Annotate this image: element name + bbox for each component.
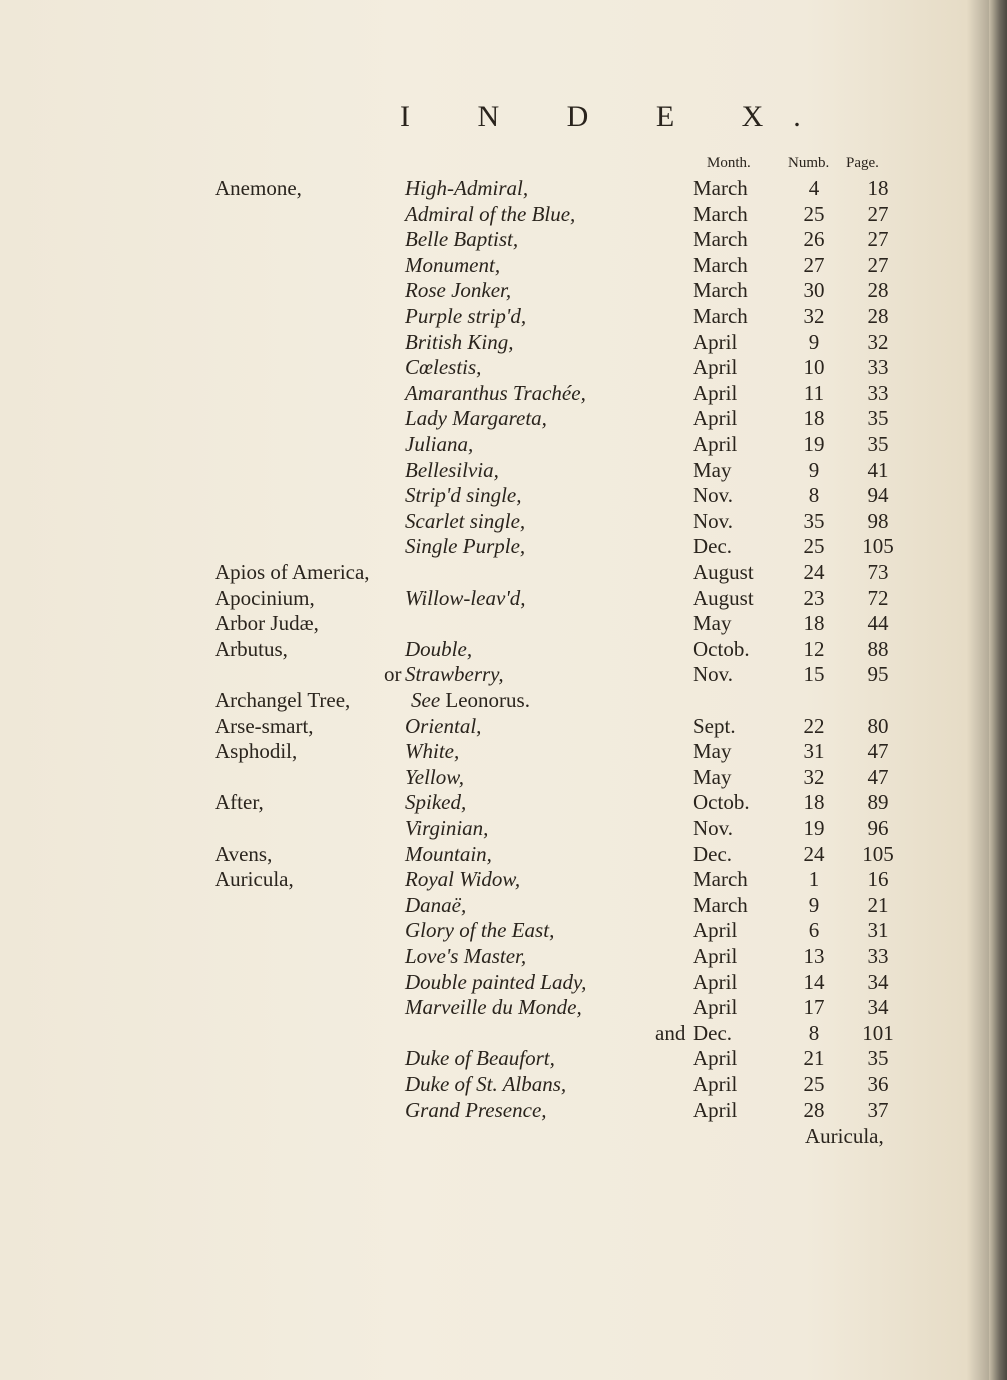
page-cell: 33 — [867, 380, 889, 405]
index-row — [0, 1021, 1007, 1047]
variety-name: Juliana, — [405, 432, 474, 456]
month-cell: May — [693, 764, 732, 789]
number-cell: 12 — [803, 636, 825, 661]
page-cell: 47 — [867, 739, 889, 764]
month-cell: March — [693, 278, 748, 303]
index-row — [0, 714, 1007, 740]
variety-name: High-Admiral, — [405, 176, 529, 200]
variety-name: Scarlet single, — [405, 508, 526, 533]
index-row — [0, 765, 1007, 791]
month-cell: August — [693, 585, 754, 610]
page-cell: 98 — [867, 508, 889, 533]
page-cell: 44 — [867, 611, 889, 636]
month-cell: March — [693, 304, 748, 328]
page-cell: 35 — [867, 432, 889, 456]
number-cell: 8 — [808, 483, 820, 508]
month-cell: Octob. — [693, 636, 750, 661]
number-cell: 11 — [803, 380, 825, 405]
month-cell: April — [693, 995, 738, 1020]
index-row — [0, 1046, 1007, 1072]
number-cell: 13 — [803, 944, 825, 968]
variety-name: Duke of Beaufort, — [405, 1046, 555, 1071]
page-cell: 95 — [867, 662, 889, 687]
page-cell: 27 — [867, 227, 889, 252]
variety-name: Lady Margareta, — [405, 406, 547, 431]
page-cell: 28 — [867, 278, 889, 303]
column-header-month: Month. — [707, 155, 751, 171]
index-row — [0, 406, 1007, 432]
month-cell: Nov. — [693, 508, 734, 533]
index-row — [0, 176, 1007, 202]
number-cell: 17 — [803, 995, 825, 1020]
number-cell: 6 — [808, 918, 820, 943]
month-cell: April — [693, 944, 738, 968]
month-cell: March — [693, 201, 748, 226]
index-row — [0, 458, 1007, 484]
variety-name: Rose Jonker, — [405, 278, 512, 303]
month-cell: Octob. — [693, 790, 750, 815]
variety-name: Virginian, — [405, 816, 489, 840]
see-label: See — [411, 688, 441, 712]
page-cell: 41 — [867, 457, 889, 482]
index-row — [0, 995, 1007, 1021]
month-cell: April — [693, 1046, 738, 1071]
month-cell: March — [693, 227, 748, 252]
number-cell: 18 — [803, 406, 825, 431]
index-row — [0, 688, 1007, 714]
page-cell: 27 — [867, 252, 889, 277]
variety-name: Strip'd single, — [405, 483, 522, 508]
page-cell: 47 — [867, 764, 889, 789]
month-cell: March — [693, 867, 748, 892]
number-cell: 9 — [808, 892, 820, 917]
number-cell: 22 — [803, 713, 825, 738]
genus-name: Apios of America, — [215, 560, 370, 584]
variety-name: Bellesilvia, — [405, 457, 499, 482]
index-row — [0, 253, 1007, 279]
month-cell: March — [693, 176, 748, 200]
month-cell: April — [693, 918, 738, 943]
number-cell: 14 — [803, 969, 825, 994]
number-cell: 21 — [803, 1046, 825, 1071]
variety-name: Purple strip'd, — [405, 304, 527, 328]
page-cell: 34 — [867, 995, 889, 1020]
month-cell: April — [693, 969, 738, 994]
index-row — [0, 1098, 1007, 1124]
month-cell: April — [693, 406, 738, 431]
page-cell: 105 — [862, 534, 894, 559]
month-cell: May — [693, 739, 732, 764]
genus-name: Auricula, — [215, 867, 294, 892]
index-row — [0, 509, 1007, 535]
page-cell: 16 — [867, 867, 889, 892]
genus-name: Anemone, — [215, 176, 302, 200]
genus-name: Avens, — [215, 841, 273, 866]
month-cell: Dec. — [693, 841, 733, 866]
genus-name: Apocinium, — [215, 585, 315, 610]
page-cell: 89 — [867, 790, 889, 815]
number-cell: 19 — [803, 432, 825, 456]
number-cell: 19 — [803, 816, 825, 840]
variety-name: Belle Baptist, — [405, 227, 519, 252]
number-cell: 23 — [803, 585, 825, 610]
page-cell: 18 — [867, 176, 889, 200]
month-cell: May — [693, 457, 732, 482]
column-header-numb: Numb. — [788, 155, 830, 171]
number-cell: 26 — [803, 227, 825, 252]
number-cell: 24 — [803, 841, 825, 866]
index-row — [0, 662, 1007, 688]
index-row — [0, 586, 1007, 612]
variety-name: Marveille du Monde, — [405, 995, 582, 1020]
variety-name: Double painted Lady, — [405, 969, 587, 994]
page-cell: 33 — [867, 355, 889, 380]
page-cell: 88 — [867, 636, 889, 661]
index-row — [0, 816, 1007, 842]
page-cell: 80 — [867, 713, 889, 738]
index-row — [0, 355, 1007, 381]
month-cell: Nov. — [693, 483, 734, 508]
variety-name: British King, — [405, 329, 514, 354]
variety-name: White, — [405, 739, 460, 764]
page-cell: 96 — [867, 816, 889, 840]
variety-name: Double, — [405, 636, 473, 661]
variety-name: Admiral of the Blue, — [405, 201, 576, 226]
variety-name: Yellow, — [405, 764, 464, 789]
page-cell: 32 — [867, 329, 889, 354]
number-cell: 18 — [803, 790, 825, 815]
page-cell: 31 — [867, 918, 889, 943]
index-row — [0, 893, 1007, 919]
page-cell: 105 — [862, 841, 894, 866]
page-cell: 33 — [867, 944, 889, 968]
month-cell: April — [693, 432, 738, 456]
number-cell: 31 — [803, 739, 825, 764]
catchword: Auricula, — [805, 1124, 884, 1148]
index-row — [0, 227, 1007, 253]
genus-name: Archangel Tree, — [215, 688, 351, 712]
number-cell: 25 — [803, 1072, 825, 1096]
month-cell: March — [693, 892, 748, 917]
variety-name: Monument, — [405, 252, 501, 277]
month-cell: April — [693, 1072, 738, 1096]
page-cell: 21 — [867, 892, 889, 917]
variety-name: Duke of St. Albans, — [405, 1072, 567, 1096]
month-cell: April — [693, 355, 738, 380]
number-cell: 25 — [803, 201, 825, 226]
variety-name: Grand Presence, — [405, 1097, 547, 1122]
index-row — [0, 534, 1007, 560]
number-cell: 9 — [808, 329, 820, 354]
month-cell: May — [693, 611, 732, 636]
month-cell: April — [693, 329, 738, 354]
index-row — [0, 842, 1007, 868]
variety-name: Strawberry, — [405, 662, 504, 687]
variety-name: Glory of the East, — [405, 918, 555, 943]
page-cell: 36 — [867, 1072, 889, 1096]
index-row — [0, 790, 1007, 816]
number-cell: 27 — [803, 252, 825, 277]
page-cell: 37 — [867, 1097, 889, 1122]
variety-name: Love's Master, — [405, 944, 527, 968]
variety-name: Amaranthus Trachée, — [405, 380, 586, 405]
number-cell: 24 — [803, 560, 825, 584]
page-cell: 27 — [867, 201, 889, 226]
variety-name: Danaë, — [405, 892, 467, 917]
index-row — [0, 560, 1007, 586]
month-cell: Nov. — [693, 816, 734, 840]
and-connector: and — [655, 1020, 686, 1045]
variety-name: Mountain, — [405, 841, 492, 866]
see-reference — [411, 688, 530, 713]
genus-name: Arbutus, — [215, 636, 288, 661]
page-cell: 72 — [867, 585, 889, 610]
number-cell: 8 — [808, 1020, 820, 1045]
page-cell: 73 — [867, 560, 889, 584]
index-row — [0, 202, 1007, 228]
index-row — [0, 1072, 1007, 1098]
number-cell: 25 — [803, 534, 825, 559]
number-cell: 9 — [808, 457, 820, 482]
index-row — [0, 918, 1007, 944]
number-cell: 30 — [803, 278, 825, 303]
index-row — [0, 432, 1007, 458]
month-cell: Dec. — [693, 1020, 733, 1045]
variety-name: Royal Widow, — [405, 867, 521, 892]
month-cell: Sept. — [693, 713, 736, 738]
number-cell: 32 — [803, 764, 825, 789]
page-cell: 94 — [867, 483, 889, 508]
number-cell: 18 — [803, 611, 825, 636]
number-cell: 32 — [803, 304, 825, 328]
index-row — [0, 381, 1007, 407]
month-cell: Dec. — [693, 534, 733, 559]
index-row — [0, 304, 1007, 330]
index-row — [0, 278, 1007, 304]
variety-name: Single Purple, — [405, 534, 526, 559]
index-row — [0, 483, 1007, 509]
index-row — [0, 944, 1007, 970]
variety-name: Willow-leav'd, — [405, 585, 526, 610]
variety-name: Cœlestis, — [405, 355, 482, 380]
page-cell: 101 — [862, 1020, 894, 1045]
index-row — [0, 970, 1007, 996]
month-cell: April — [693, 1097, 738, 1122]
index-row — [0, 330, 1007, 356]
index-row — [0, 637, 1007, 663]
genus-name: Arse-smart, — [215, 713, 314, 738]
month-cell: August — [693, 560, 754, 584]
month-cell: Nov. — [693, 662, 734, 687]
variety-name: Spiked, — [405, 790, 467, 815]
variety-name: Oriental, — [405, 713, 482, 738]
page-title: I N D E X. — [400, 100, 831, 133]
number-cell: 1 — [808, 867, 820, 892]
column-header-page: Page. — [846, 155, 879, 171]
genus-name: Arbor Judæ, — [215, 611, 319, 636]
number-cell: 15 — [803, 662, 825, 687]
genus-name: Asphodil, — [215, 739, 298, 764]
page-cell: 35 — [867, 406, 889, 431]
number-cell: 10 — [803, 355, 825, 380]
index-row — [0, 739, 1007, 765]
see-target: Leonorus. — [445, 688, 530, 712]
page-cell: 35 — [867, 1046, 889, 1071]
genus-name: After, — [215, 790, 264, 815]
number-cell: 35 — [803, 508, 825, 533]
number-cell: 28 — [803, 1097, 825, 1122]
month-cell: April — [693, 380, 738, 405]
page-cell: 28 — [867, 304, 889, 328]
page-cell: 34 — [867, 969, 889, 994]
number-cell: 4 — [808, 176, 820, 200]
month-cell: March — [693, 252, 748, 277]
index-row — [0, 867, 1007, 893]
index-row — [0, 611, 1007, 637]
or-connector: or — [384, 662, 402, 687]
